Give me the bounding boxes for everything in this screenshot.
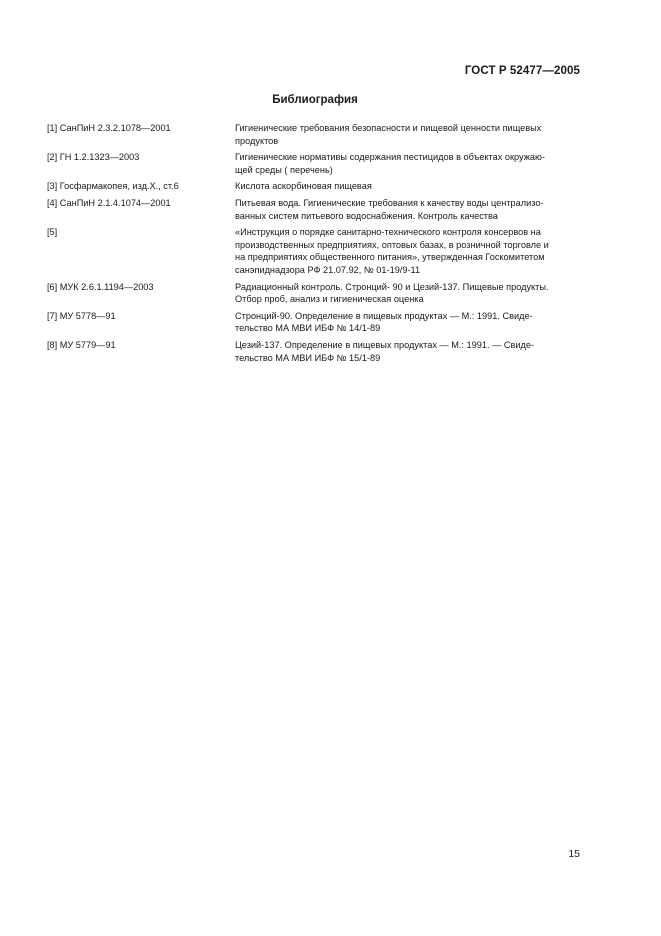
entry-description-line: тельство МА МВИ ИБФ № 15/1-89 [235,352,381,363]
bibliography-entry [47,180,587,193]
entry-description-line: Питьевая вода. Гигиенические требования к качеству воды централизо- [235,197,544,208]
entry-description-line: тельство МА МВИ ИБФ № 14/1-89 [235,323,381,334]
entry-description-line: щей среды ( перечень) [235,164,333,175]
bibliography-list [47,122,587,368]
bibliography-entry [47,151,587,176]
entry-description [235,197,587,222]
entry-description-line: Гигиенические нормативы содержания пестицидов в объектах окружаю- [235,152,545,163]
entry-description [235,226,587,276]
entry-reference: [5] [47,227,58,238]
entry-description [235,339,587,364]
bibliography-entry [47,226,587,276]
entry-description [235,180,587,193]
entry-description [235,151,587,176]
entry-description-line: ванных систем питьевого водоснабжения. Контроль качества [235,210,498,221]
document-standard-header: ГОСТ Р 52477—2005 [464,65,580,77]
bibliography-entry [47,197,587,222]
entry-reference: [7] МУ 5778—91 [47,310,116,321]
bibliography-entry [47,339,587,364]
entry-reference: [8] МУ 5779—91 [47,339,116,350]
entry-description [235,310,587,335]
entry-reference: [3] Госфармакопея, изд.Х., ст.6 [47,181,179,192]
entry-description-line: продуктов [235,135,279,146]
section-title: Библиография [272,94,358,106]
entry-description-line: Кислота аскорбиновая пищевая [235,181,372,192]
entry-description-line: Радиационный контроль. Стронций- 90 и Цезий-137. Пищевые продукты. [235,281,549,292]
entry-description [235,122,587,147]
entry-description-line: Отбор проб, анализ и гигиеническая оценка [235,294,424,305]
entry-description-line: Гигиенические требования безопасности и пищевой ценности пищевых [235,123,542,133]
entry-description-line: санэпиднадзора РФ 21.07.92, № 01-19/9-11 [235,264,421,275]
entry-description-line: производственных предприятиях, оптовых базах, в розничной торговле и [235,239,549,250]
entry-reference: [4] СанПиН 2.1.4.1074—2001 [47,197,171,208]
entry-description [235,281,587,306]
bibliography-entry [47,310,587,335]
entry-description-line: Цезий-137. Определение в пищевых продуктах — М.: 1991. — Свиде- [235,339,534,350]
bibliography-entry [47,122,587,147]
page-number: 15 [568,848,580,860]
entry-description-line: Стронций-90. Определение в пищевых продуктах — М.: 1991. Свиде- [235,310,533,321]
bibliography-entry [47,281,587,306]
entry-description-line: на предприятиях общественного питания», утвержденная Госкомитетом [235,252,545,263]
entry-reference: [6] МУК 2.6.1.1194—2003 [47,281,154,292]
entry-reference: [1] СанПиН 2.3.2.1078—2001 [47,123,171,133]
entry-description-line: «Инструкция о порядке санитарно-технического контроля консервов на [235,227,541,238]
entry-reference: [2] ГН 1.2.1323—2003 [47,152,140,163]
